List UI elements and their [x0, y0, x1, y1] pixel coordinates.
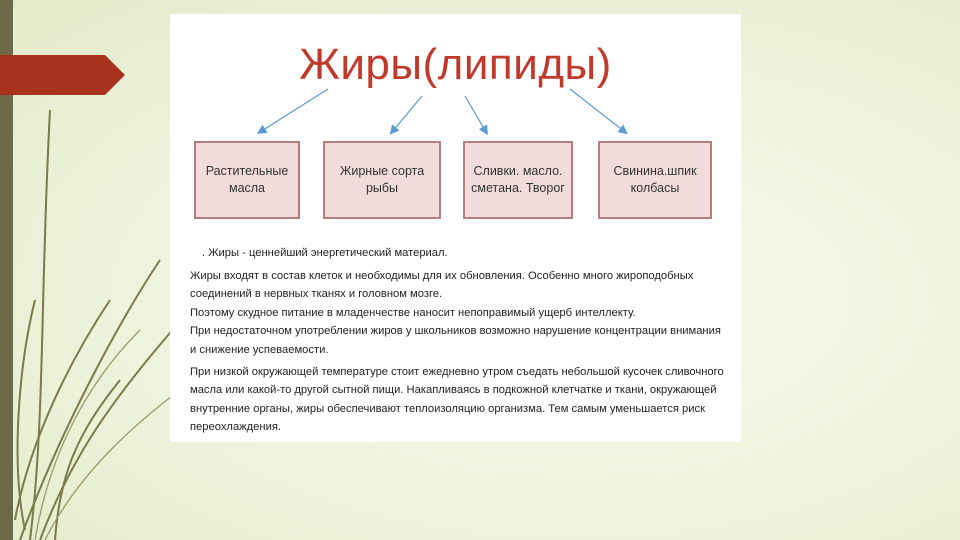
paragraph-4: При недостаточном употреблении жиров у школьников возможно нарушение концентрации внимания и снижение успеваемости.: [190, 325, 721, 356]
category-box-dairy: Сливки. масло. сметана. Творог: [463, 141, 573, 219]
paragraph-1: . Жиры - ценнейший энергетический материал.: [202, 247, 448, 259]
slide-image: [170, 14, 741, 442]
arrow-1: [260, 89, 328, 132]
body-text: [190, 244, 730, 437]
category-box-meat: Свинина.шпик колбасы: [598, 141, 712, 219]
paragraph-2: Жиры входят в состав клеток и необходимы для их обновления. Особенно много жироподобных соединений в нервных тканях и головном мозге.: [190, 269, 694, 301]
category-box-fatty-fish: Жирные сорта рыбы: [323, 141, 441, 219]
arrow-3: [465, 96, 486, 132]
arrow-2: [392, 96, 422, 132]
page-title: Жиры(липиды): [299, 40, 612, 89]
accent-arrow-tab: [0, 55, 125, 95]
category-box-plant-oils: Растительные масла: [194, 141, 300, 219]
paragraph-3: Поэтому скудное питание в младенчестве наносит непоправимый ущерб интеллекту.: [190, 306, 636, 319]
paragraph-5: При низкой окружающей температуре стоит ежедневно утром съедать небольшой кусочек сливочного масла или какой-то другой сытной пищи. Накапливаясь в подкожной клетчатке и ткани, окружающей внутренние органы, жиры обеспечивают теплоизоляцию организма. Тем самым уменьшается риск переохлаждения.: [190, 365, 724, 434]
diagram-arrows: [170, 14, 741, 154]
arrow-4: [570, 89, 625, 132]
